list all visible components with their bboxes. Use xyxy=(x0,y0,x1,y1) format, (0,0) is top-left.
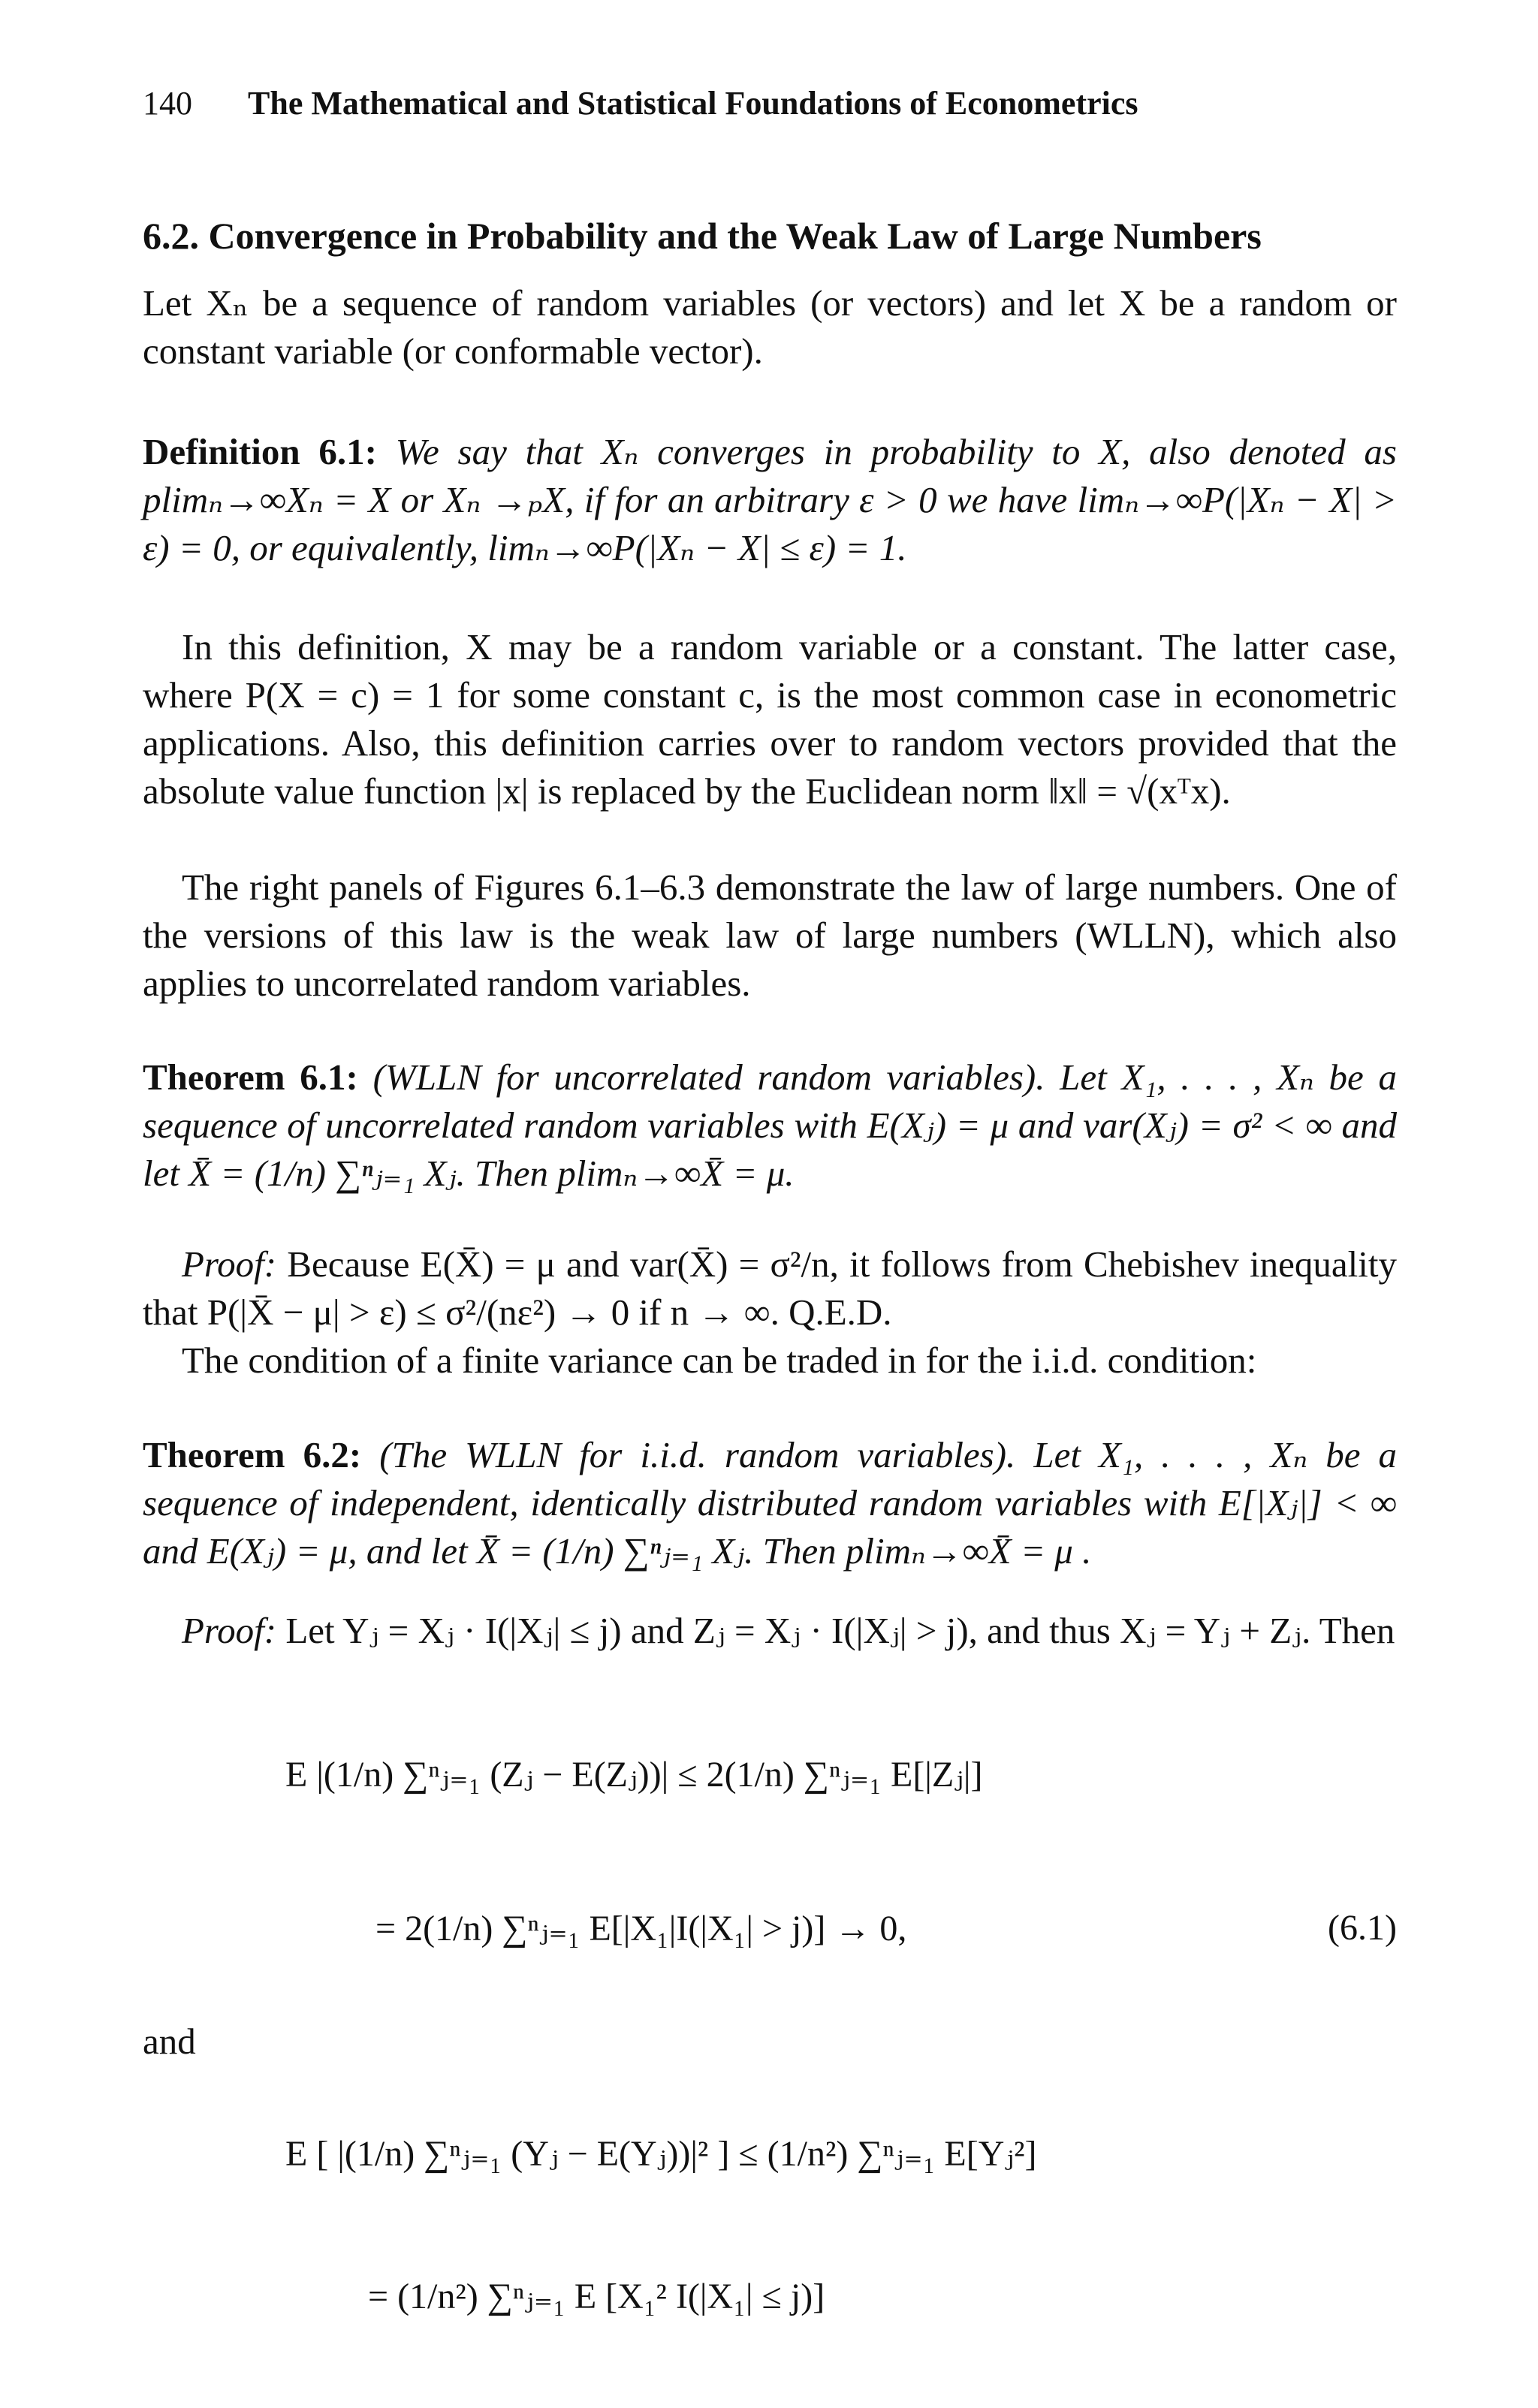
equation-6-1-line-1: E |(1/n) ∑ⁿⱼ₌₁ (Zⱼ − E(Zⱼ))| ≤ 2(1/n) ∑ⁿⱼ₌₁ E[|Zⱼ|] xyxy=(285,1755,983,1795)
paragraph-definition-remarks: In this definition, X may be a random variable or a constant. The latter case, where P(X = c) = 1 for some constant c, is the most common case in econometric applications. Also, this definition carries over to random vectors provided that the absolute value function |x| is replaced by the Euclidean norm ‖x‖ = √(xᵀx). xyxy=(143,626,1397,812)
proof-label: Proof: xyxy=(182,1610,277,1651)
theorem-label: Theorem 6.2: xyxy=(143,1434,362,1475)
proof-6-2 xyxy=(143,1607,1397,1655)
proof-text: Because E(X̄) = μ and var(X̄) = σ²/n, it follows from Chebishev inequality that P(|X̄ − μ| > ε) ≤ σ²/(nε²) → 0 if n → ∞. Q.E.D. xyxy=(143,1243,1397,1333)
equation-second-moment-line-2: = (1/n²) ∑ⁿⱼ₌₁ E [X₁² I(|X₁| ≤ j)] xyxy=(368,2277,825,2316)
intro-paragraph: Let Xₙ be a sequence of random variables (or vectors) and let X be a random or constant variable (or conformable vector). xyxy=(143,282,1397,372)
page-number: 140 xyxy=(143,85,192,122)
proof-text: Let Yⱼ = Xⱼ · I(|Xⱼ| ≤ j) and Zⱼ = Xⱼ · I(|Xⱼ| > j), and thus Xⱼ = Yⱼ + Zⱼ. Then xyxy=(285,1610,1395,1651)
theorem-label: Theorem 6.1: xyxy=(143,1056,358,1098)
equation-second-moment-line-1: E [ |(1/n) ∑ⁿⱼ₌₁ (Yⱼ − E(Yⱼ))|² ] ≤ (1/n²) ∑ⁿⱼ₌₁ E[Yⱼ²] xyxy=(285,2134,1037,2174)
equation-number: (6.1) xyxy=(1328,1908,1397,1948)
definition-label: Definition 6.1: xyxy=(143,431,377,472)
running-header xyxy=(143,84,1397,122)
paragraph-iid-condition: The condition of a finite variance can be traded in for the i.i.d. condition: xyxy=(182,1340,1257,1381)
definition-6-1 xyxy=(143,428,1397,572)
theorem-text: (WLLN for uncorrelated random variables). Let X₁, . . . , Xₙ be a sequence of uncorrelated random variables with E(Xⱼ) = μ and var(Xⱼ) = σ² < ∞ and let X̄ = (1/n) ∑ⁿⱼ₌₁ Xⱼ. Then plimₙ→∞X̄ = μ. xyxy=(143,1056,1397,1194)
proof-label: Proof: xyxy=(182,1243,277,1285)
connector-text: and xyxy=(143,2021,196,2062)
theorem-text: (The WLLN for i.i.d. random variables). Let X₁, . . . , Xₙ be a sequence of independent, identically distributed random variables with E[|Xⱼ|] < ∞ and E(Xⱼ) = μ, and let X̄ = (1/n) ∑ⁿⱼ₌₁ Xⱼ. Then plimₙ→∞X̄ = μ . xyxy=(143,1434,1398,1572)
proof-6-1 xyxy=(143,1240,1397,1337)
section-heading: 6.2. Convergence in Probability and the Weak Law of Large Numbers xyxy=(143,215,1262,257)
theorem-6-1 xyxy=(143,1053,1397,1198)
theorem-6-2 xyxy=(143,1431,1397,1575)
paragraph-wlln-intro: The right panels of Figures 6.1–6.3 demonstrate the law of large numbers. One of the versions of this law is the weak law of large numbers (WLLN), which also applies to uncorrelated random variables. xyxy=(143,866,1397,1004)
definition-text: We say that Xₙ converges in probability to X, also denoted as plimₙ→∞Xₙ = X or Xₙ →ₚX, if for an arbitrary ε > 0 we have limₙ→∞P(|Xₙ − X| > ε) = 0, or equivalently, limₙ→∞P(|Xₙ − X| ≤ ε) = 1. xyxy=(143,431,1398,568)
running-title: The Mathematical and Statistical Foundations of Econometrics xyxy=(248,85,1138,122)
equation-6-1-line-2: = 2(1/n) ∑ⁿⱼ₌₁ E[|X₁|I(|X₁| > j)] → 0, xyxy=(375,1909,907,1948)
